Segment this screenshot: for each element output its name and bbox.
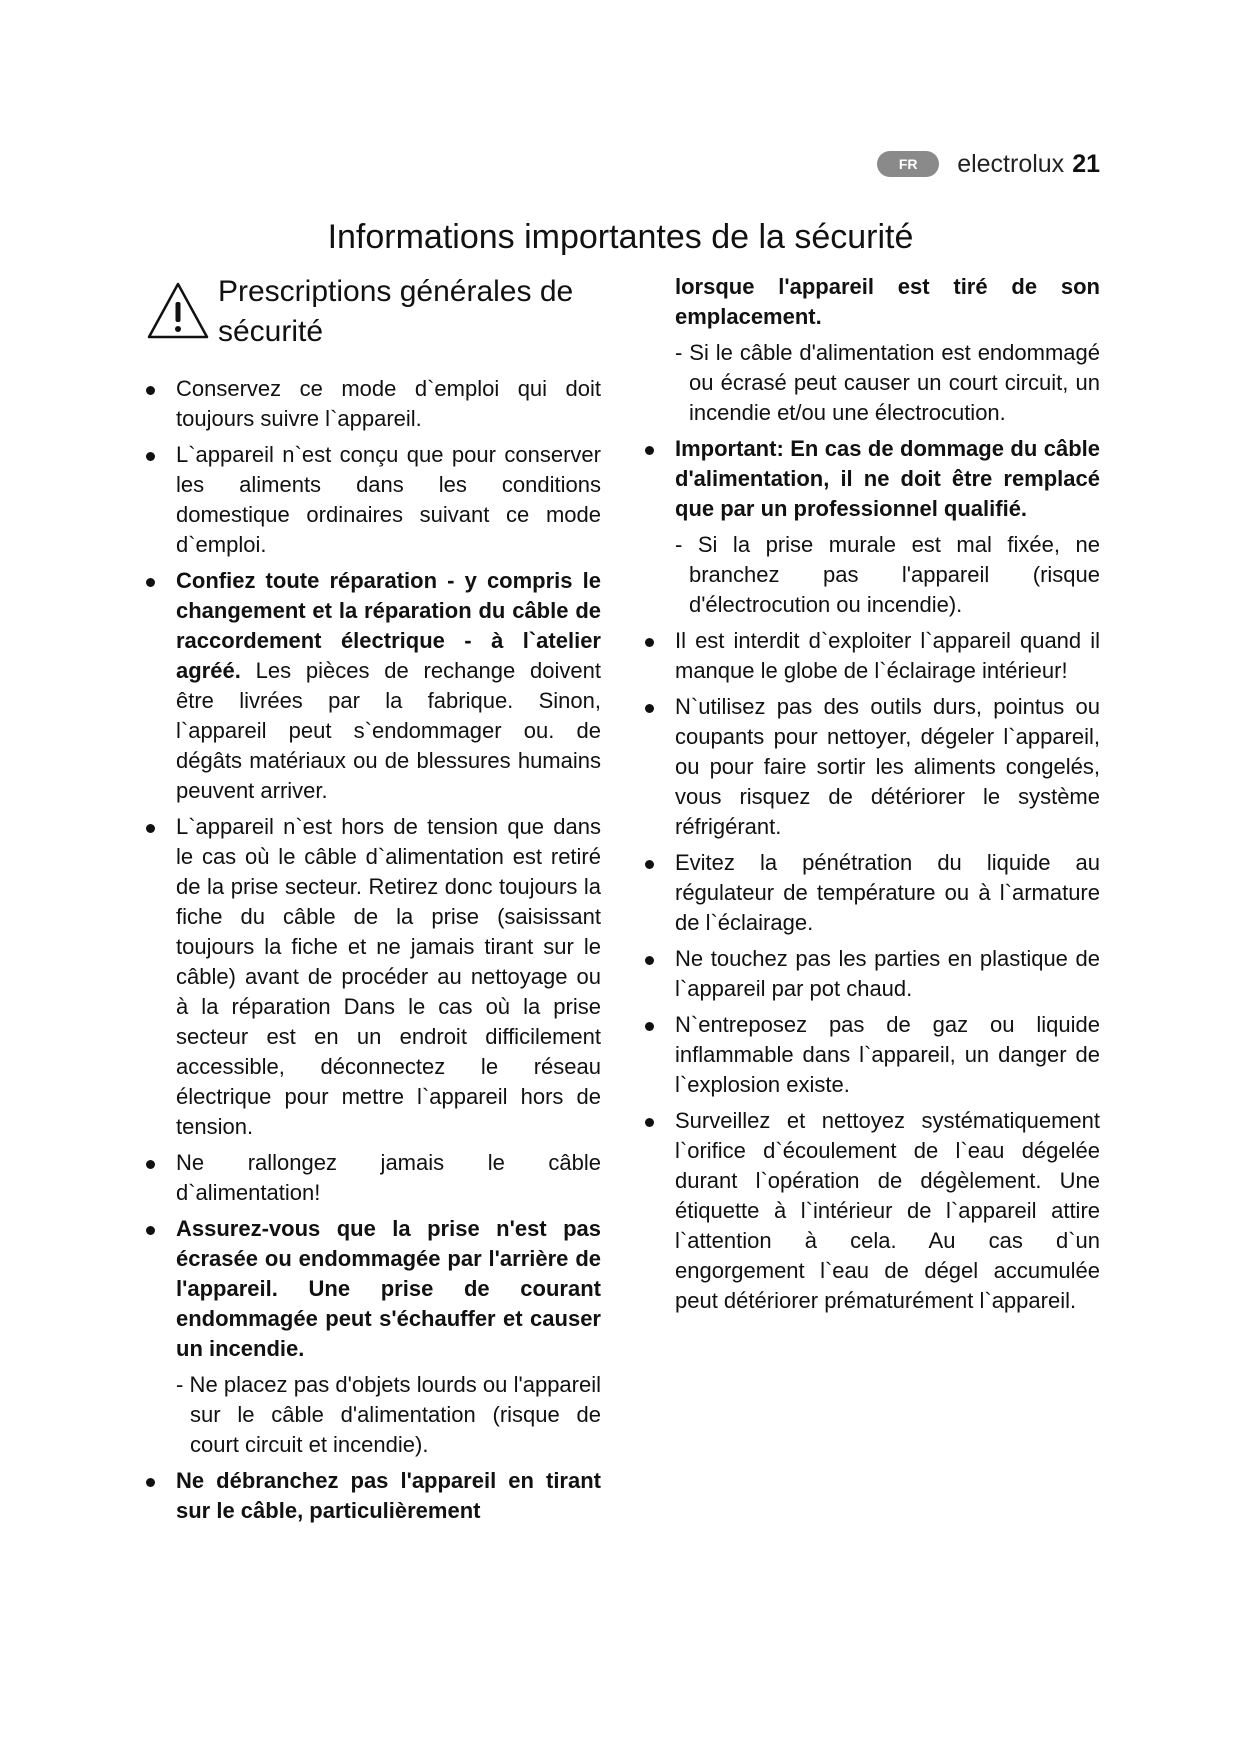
right-safety-list <box>645 272 1100 1316</box>
right-column <box>645 272 1100 1322</box>
list-item: Ne touchez pas les parties en plastique de l`appareil par pot chaud. <box>645 944 1100 1004</box>
list-item-bold-text: Confiez toute réparation - y compris le changement et la réparation du câble de raccordement électrique - à l`atelier agréé. <box>176 568 601 683</box>
list-item-text: Les pièces de rechange doivent être livrées par la fabrique. Sinon, l`appareil peut s`endommager ou. de dégâts matériaux ou de blessures humains peuvent arriver. <box>176 658 601 803</box>
list-item: L`appareil n`est hors de tension que dans le cas où le câble d`alimentation est retiré de la prise secteur. Retirez donc toujours la fiche du câble de la prise (saisissant toujours la fiche et ne jamais tirant sur le câble) avant de procéder au nettoyage ou à la réparation Dans le cas où la prise secteur est en un endroit difficilement accessible, déconnectez le réseau électrique pour mettre l`appareil hors de tension. <box>146 812 601 1142</box>
left-safety-list <box>146 374 601 1526</box>
list-item: N`utilisez pas des outils durs, pointus ou coupants pour nettoyer, dégeler l`appareil, ou pour faire sortir les aliments congelés, vous risquez de détériorer le système réfrigérant. <box>645 692 1100 842</box>
left-column <box>146 272 601 1532</box>
sub-item: - Si le câble d'alimentation est endommagé ou écrasé peut causer un court circuit, un incendie et/ou une électrocution. <box>675 340 1100 425</box>
section-heading <box>146 272 601 352</box>
page-number: 21 <box>1072 149 1100 178</box>
page-title: Informations importantes de la sécurité <box>327 218 914 256</box>
list-item: L`appareil n`est conçu que pour conserver les aliments dans les conditions domestique ordinaires suivant ce mode d`emploi. <box>146 440 601 560</box>
list-item: N`entreposez pas de gaz ou liquide inflammable dans l`appareil, un danger de l`explosion existe. <box>645 1010 1100 1100</box>
language-badge: FR <box>877 151 939 177</box>
warning-triangle-icon <box>146 280 210 344</box>
list-item: Evitez la pénétration du liquide au régulateur de température ou à l`armature de l`éclairage. <box>645 848 1100 938</box>
sub-item: - Si la prise murale est mal fixée, ne branchez pas l'appareil (risque d'électrocution ou incendie). <box>675 532 1100 617</box>
list-item <box>146 566 601 806</box>
list-item: Assurez-vous que la prise n'est pas écrasée ou endommagée par l'arrière de l'appareil. Une prise de courant endommagée peut s'échauffer et causer un incendie. <box>146 1214 601 1364</box>
section-title: Prescriptions générales de sécurité <box>218 275 574 348</box>
list-item: Conservez ce mode d`emploi qui doit toujours suivre l`appareil. <box>146 374 601 434</box>
sub-item: - Ne placez pas d'objets lourds ou l'appareil sur le câble d'alimentation (risque de court circuit et incendie). <box>176 1372 601 1457</box>
list-item: Important: En cas de dommage du câble d'alimentation, il ne doit être remplacé que par un professionnel qualifié. <box>645 434 1100 524</box>
list-item: Il est interdit d`exploiter l`appareil quand il manque le globe de l`éclairage intérieur! <box>645 626 1100 686</box>
list-item: Ne débranchez pas l'appareil en tirant sur le câble, particulièrement <box>146 1466 601 1526</box>
brand-name: electrolux <box>957 149 1065 178</box>
list-item: Ne rallongez jamais le câble d`alimentation! <box>146 1148 601 1208</box>
list-item: Surveillez et nettoyez systématiquement l`orifice d`écoulement de l`eau dégelée durant l`opération de dégèlement. Une étiquette à l`intérieur de l`appareil attire l`attention à cela. Au cas d`un engorgement l`eau de dégel accumulée peut détériorer prématurément l`appareil. <box>645 1106 1100 1316</box>
page-header <box>860 146 1100 182</box>
list-item-continuation: lorsque l'appareil est tiré de son emplacement. <box>675 274 1100 329</box>
